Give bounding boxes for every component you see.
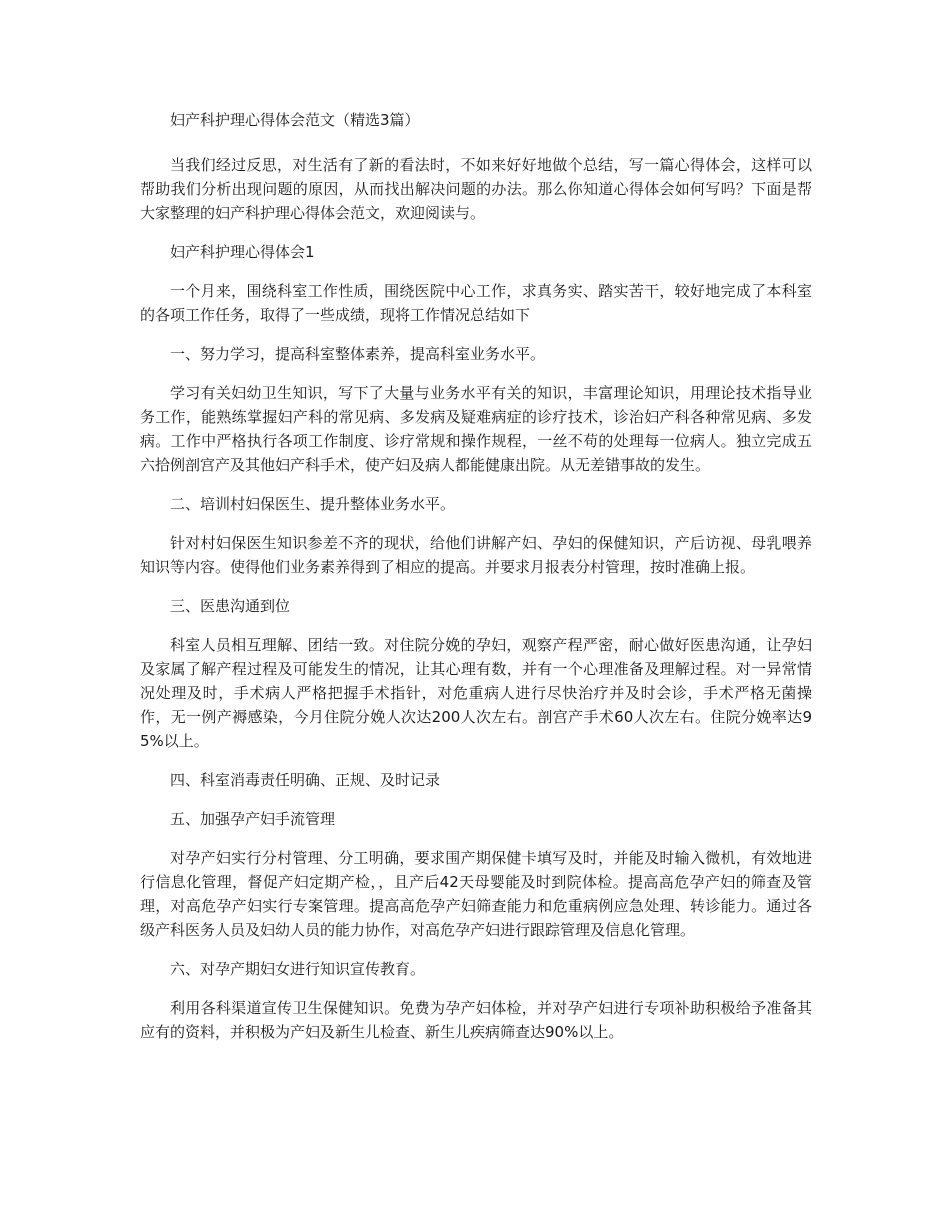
point-body-1: 学习有关妇幼卫生知识，写下了大量与业务水平有关的知识，丰富理论知识，用理论技术指导业务工作，能熟练掌握妇产科的常见病、多发病及疑难病症的诊疗技术，诊治妇产科各种常见病、多发病。工作中严格执行各项工作制度、诊疗常规和操作规程，一丝不苟的处理每一位病人。独立完成五六拾例剖宫产及其他妇产科手术，使产妇及病人都能健康出院。从无差错事故的发生。 — [140, 384, 812, 474]
point-body-2: 针对村妇保医生知识参差不齐的现状，给他们讲解产妇、孕妇的保健知识，产后访视、母乳喂养知识等内容。使得他们业务素养得到了相应的提高。并要求月报表分村管理，按时准确上报。 — [140, 534, 812, 576]
point-heading-3: 三、医患沟通到位 — [170, 597, 291, 615]
point-body-5: 对孕产妇实行分村管理、分工明确，要求围产期保健卡填写及时，并能及时输入微机，有效地进行信息化管理，督促产妇定期产检，，且产后42天母婴能及时到院体检。提高高危孕产妇的筛查及管理，对高危孕产妇实行专案管理。提高高危孕产妇筛查能力和危重病例应急处理、转诊能力。通过各级产科医务人员及妇幼人员的能力协作，对高危孕产妇进行跟踪管理及信息化管理。 — [140, 849, 812, 939]
point-body-3: 科室人员相互理解、团结一致。对住院分娩的孕妇，观察产程严密，耐心做好医患沟通，让孕妇及家属了解产程过程及可能发生的情况，让其心理有数，并有一个心理准备及理解过程。对一异常情况处理及时，手术病人严格把握手术指针，对危重病人进行尽快治疗并及时会诊，手术严格无菌操作，无一例产褥感染，今月住院分娩人次达200人次左右。剖宫产手术60人次左右。住院分娩率达95%以上。 — [140, 636, 812, 750]
paragraph-summary: 一个月来，围绕科室工作性质，围绕医院中心工作，求真务实、踏实苦干，较好地完成了本科室的各项工作任务，取得了一些成绩，现将工作情况总结如下 — [140, 282, 812, 324]
point-heading-2: 二、培训村妇保医生、提升整体业务水平。 — [170, 495, 456, 513]
point-heading-1: 一、努力学习，提高科室整体素养，提高科室业务水平。 — [170, 345, 546, 363]
section-heading-1: 妇产科护理心得体会1 — [170, 243, 315, 261]
point-heading-5: 五、加强孕产妇手流管理 — [170, 810, 336, 828]
point-heading-6: 六、对孕产期妇女进行知识宣传教育。 — [170, 960, 426, 978]
point-body-6: 利用各科渠道宣传卫生保健知识。免费为孕产妇体检，并对孕产妇进行专项补助积极给予准备其应有的资料，并积极为产妇及新生儿检查、新生儿疾病筛查达90%以上。 — [140, 999, 812, 1041]
document-body — [140, 108, 812, 1044]
document-title: 妇产科护理心得体会范文（精选3篇） — [170, 111, 420, 129]
point-heading-4: 四、科室消毒责任明确、正规、及时记录 — [170, 771, 441, 789]
intro-paragraph: 当我们经过反思，对生活有了新的看法时，不如来好好地做个总结，写一篇心得体会，这样可以帮助我们分析出现问题的原因，从而找出解决问题的办法。那么你知道心得体会如何写吗？下面是帮大家整理的妇产科护理心得体会范文，欢迎阅读与。 — [140, 156, 812, 222]
